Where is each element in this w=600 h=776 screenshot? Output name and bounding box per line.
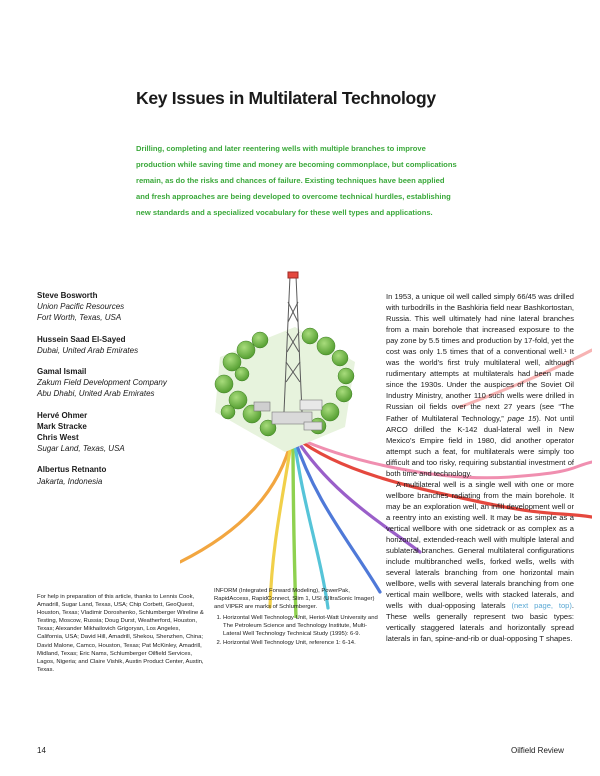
body-text-span: . These wells generally represent two basic types: vertically staggered laterals and horizontally spread laterals in fan, spine-and-rib or dual-opposing T shapes.: [386, 601, 574, 644]
tree: [237, 341, 255, 359]
lead-line: new standards and a specialized vocabulary for these well types and applications.: [136, 208, 433, 217]
footnotes: [214, 587, 382, 647]
trademark-note: INFORM (Integrated Forward Modeling), PowerPak, RapidAccess, RapidConnect, Slim 1, USI (UltraSonic Imager) and VIPER are marks of Schlumberger.: [214, 588, 375, 611]
footnote-item: 1. Horizontal Well Technology Unit, Heriot-Watt University and The Petroleum Science and Technology Institute, Multi-Lateral Well Technology Technical Study (1995): 6-9.: [223, 614, 382, 638]
author-name: Mark Stracke: [37, 421, 87, 431]
lead-line: Drilling, completing and later reentering wells with multiple branches to improve: [136, 144, 426, 153]
tree: [317, 337, 335, 355]
lateral-branch-yellow-left: [270, 437, 292, 607]
footnote-item: 2. Horizontal Well Technology Unit, reference 1: 6-14.: [223, 639, 382, 647]
author-affiliation: Abu Dhabi, United Arab Emirates: [37, 389, 155, 399]
acknowledgment-note: For help in preparation of this article, thanks to Lennis Cook, Amadrill, Sugar Land, Texas, USA; Chip Corbett, GeoQuest, Houston, Texas; Vladimir Doroshenko, Schlumberger Wireline & Testing, Moscow, Russia; Doug Durst, Weatherford, Houston, Texas; Alexander Mikhailovich Grigoryan, Los Angeles, California, USA; David Hill, Amadrill, Shekou, Shenzhen, China; David Malone, Camco, Houston, Texas; Pat McKinley, Amadrill, Midland, Texas; Eric Nams, Schlumberger Oilfield Services, Lagos, Nigeria; and Claire Vishik, Austin Product Center, Austin, Texas.: [37, 594, 204, 673]
tree: [235, 367, 249, 381]
author-affiliation: Sugar Land, Texas, USA: [37, 444, 125, 454]
author-name: Albertus Retnanto: [37, 465, 107, 475]
body-paragraph: [386, 479, 574, 645]
tree: [336, 386, 352, 402]
author-affiliation: Zakum Field Development Company: [37, 378, 167, 388]
tree: [302, 328, 318, 344]
author-name: Chris West: [37, 433, 79, 443]
tree: [338, 368, 354, 384]
footnote-list: [214, 614, 382, 646]
author-name: Hussein Saad El-Sayed: [37, 334, 126, 344]
lead-line: remain, as do the risks and chances of failure. Existing techniques have been applied: [136, 176, 445, 185]
article-title: Key Issues in Multilateral Technology: [136, 88, 436, 108]
tree: [221, 405, 235, 419]
author-affiliation: Fort Worth, Texas, USA: [37, 313, 122, 323]
author-name: Steve Bosworth: [37, 291, 98, 300]
author-affiliation: Jakarta, Indonesia: [37, 476, 103, 486]
journal-name: Oilfield Review: [511, 746, 564, 755]
page-reference[interactable]: page 15: [507, 413, 537, 423]
body-paragraph: [386, 291, 574, 479]
lead-paragraph: [136, 141, 476, 221]
body-text-span: ). Not until ARCO drilled the K-142 dual-lateral well in New Mexico’s Empire field in 1980, did another operator attempt such a feat, for multilaterals were simply too difficult and too risky, requiring substantial investment of both time and technology.: [386, 413, 574, 478]
tree: [252, 332, 268, 348]
lead-line: and fresh approaches are being developed to overcome technical hurdles, establishing: [136, 192, 451, 201]
author-affiliation: Dubai, United Arab Emirates: [37, 345, 139, 355]
author-affiliation: Union Pacific Resources: [37, 302, 125, 312]
author-name: Hervé Ohmer: [37, 410, 88, 420]
body-text-span: In 1953, a unique oil well called simply 66/45 was drilled with turbodrills in the Bashkiria field near Bashkortostan, Russia. This well ultimately had nine lateral branches from a main borehole that increased exposure to the pay zone by 5.5 times and production by 17-fold, yet the cost was only 1.5 times that of a conventional well.¹ It was the world’s first truly multilateral well, although rudimentary attempts at multilaterals had been made since the 1930s. Under the auspices of the Soviet Oil Industry Ministry, another 110 such wells were drilled in Russian oil fields over the next 27 years (see “The Father of Multilateral Technology,”: [386, 292, 574, 423]
figure-reference-link[interactable]: (next page, top): [511, 601, 572, 611]
lead-line: production while saving time and money are becoming commonplace, but complications: [136, 160, 457, 169]
body-text: [386, 291, 574, 645]
page-number: 14: [37, 746, 46, 755]
tree: [321, 403, 339, 421]
body-text-span: A multilateral well is a single well with one or more wellbore branches radiating from the main borehole. It may be an exploration well, an infill development well or a reentry into an existing well. It may be as simple as a vertical wellbore with one sidetrack or as complex as a horizontal, extended-reach well with multiple lateral and sublateral branches. General multilateral configurations include multibranched wells, forked wells, wells with several laterals branching from one horizontal main wellbore, wells with several laterals branching from one vertical main wellbore, wells with stacked laterals, and wells with dual-opposing laterals: [386, 479, 574, 611]
author-name: Gamal Ismail: [37, 367, 87, 377]
tree: [332, 350, 348, 366]
tree: [215, 375, 233, 393]
lateral-branch-cyan: [294, 437, 328, 608]
